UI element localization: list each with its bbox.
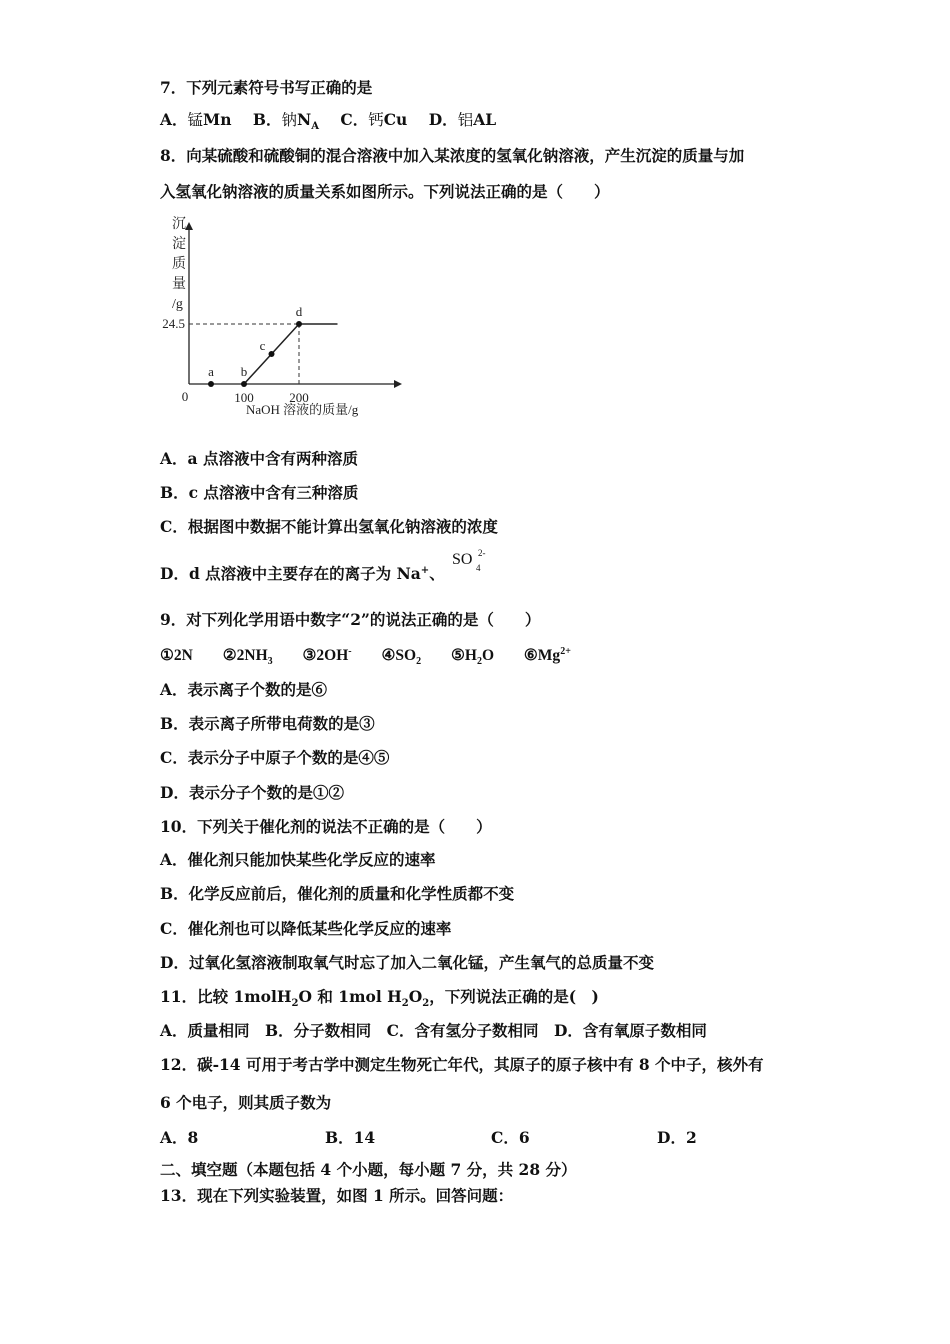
q12-option-c: C．6	[491, 1128, 530, 1147]
q7-stem: 7．下列元素符号书写正确的是	[160, 78, 373, 97]
x-axis-arrow	[394, 380, 402, 388]
q10-option-c: C．催化剂也可以降低某些化学反应的速率	[160, 919, 452, 938]
q8-option-a: A．a 点溶液中含有两种溶质	[160, 449, 358, 468]
q12-stem-line2: 6 个电子，则其质子数为	[160, 1093, 332, 1112]
q9-item-5: $⑤H_2O$	[450, 647, 495, 668]
q8-stem-line2: 入氢氧化钠溶液的质量关系如图所示。下列说法正确的是（ ）	[160, 182, 610, 201]
q7-option-b: B．钠$N_A$	[252, 110, 319, 133]
origin-label: 0	[181, 389, 189, 404]
data-point-d	[296, 321, 302, 327]
q8-option-b: B．c 点溶液中含有三种溶质	[160, 483, 359, 502]
q10-stem: 10．下列关于催化剂的说法不正确的是（ ）	[160, 817, 492, 836]
q7-option-a: A．锰Mn	[160, 110, 232, 129]
q9-item-6: $⑥Mg^{2+}$	[523, 645, 571, 664]
q9-item-4: $④SO_2$	[381, 647, 422, 668]
q8-chart	[150, 208, 410, 428]
y-axis-label: 沉淀质量/g	[172, 217, 186, 312]
q11-options: A．质量相同 B．分子数相同 C．含有氢分子数相同 D．含有氧原子数相同	[160, 1021, 707, 1040]
q12-option-a: A．8	[160, 1128, 199, 1147]
q9-item-2: $②2NH_3$	[222, 647, 273, 668]
section-heading: 二、填空题（本题包括 4 个小题，每小题 7 分，共 28 分）	[160, 1160, 577, 1179]
x-axis-label: NaOH 溶液的质量/g	[246, 402, 359, 417]
y-tick-label: 24.5	[162, 315, 185, 331]
q10-option-b: B．化学反应前后，催化剂的质量和化学性质都不变	[160, 884, 515, 903]
q9-option-a: A．表示离子个数的是⑥	[160, 680, 328, 699]
point-label-d: d	[295, 303, 303, 319]
sulfate-ion-formula: SO 2- 4	[452, 548, 486, 573]
q8-stem-line1: 8．向某硫酸和硫酸铜的混合溶液中加入某浓度的氢氧化钠溶液，产生沉淀的质量与加	[160, 146, 745, 165]
x-tick-label: 100	[234, 390, 254, 405]
q10-option-d: D．过氧化氢溶液制取氧气时忘了加入二氧化锰，产生氧气的总质量不变	[160, 953, 654, 972]
q7-option-c: C．钙Cu	[340, 110, 408, 129]
x-tick-label: 200	[289, 390, 309, 405]
q8-option-c: C．根据图中数据不能计算出氢氧化钠溶液的浓度	[160, 517, 498, 536]
q9-option-c: C．表示分子中原子个数的是④⑤	[160, 748, 390, 767]
q9-formula-list	[160, 645, 810, 667]
series-line	[244, 324, 338, 384]
q9-item-3: ③2OH-	[302, 645, 352, 664]
q9-stem: 9．对下列化学用语中数字“2”的说法正确的是（ ）	[160, 610, 541, 629]
q12-option-b: B．14	[325, 1128, 376, 1147]
q9-item-1: ①2N	[160, 647, 193, 664]
data-point-b	[241, 381, 247, 387]
q7-options	[160, 109, 810, 131]
q10-option-a: A．催化剂只能加快某些化学反应的速率	[160, 850, 436, 869]
point-label-b: b	[240, 364, 248, 379]
point-label-a: a	[208, 364, 214, 379]
data-point-a	[208, 381, 214, 387]
q11-stem: 11．比较 1molH$_2$O 和 1mol $H_2O_2$，下列说法正确的是( )	[160, 987, 599, 1010]
q8-option-d: D．d 点溶液中主要存在的离子为 Na+、	[160, 564, 445, 583]
q12-stem-line1: 12．碳-14 可用于考古学中测定生物死亡年代，其原子的原子核中有 8 个中子，核外有	[160, 1055, 764, 1074]
q13-stem: 13．现在下列实验装置，如图 1 所示。回答问题：	[160, 1186, 514, 1205]
q9-option-b: B．表示离子所带电荷数的是③	[160, 714, 375, 733]
data-point-c	[269, 351, 275, 357]
q9-option-d: D．表示分子个数的是①②	[160, 783, 344, 802]
q7-option-d: D．铝AL	[428, 110, 497, 129]
y-axis-arrow	[185, 222, 193, 230]
q12-option-d: D．2	[657, 1128, 697, 1147]
point-label-c: c	[259, 337, 266, 353]
